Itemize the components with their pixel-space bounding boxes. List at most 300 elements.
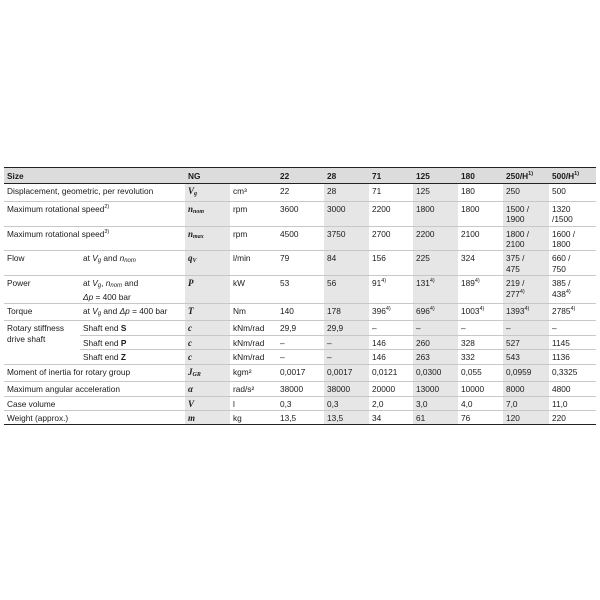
symbol: V	[188, 398, 195, 409]
disp-value	[413, 184, 458, 201]
flow-condition	[80, 251, 185, 276]
cond-text: = 400 bar	[93, 291, 131, 302]
value: 0,3325	[552, 366, 578, 377]
value: 38000	[327, 384, 351, 395]
maxmax-value	[324, 226, 369, 251]
power-row	[4, 276, 596, 304]
value: 131	[416, 278, 430, 289]
cond-text: Shaft end	[83, 337, 121, 348]
value: 28	[327, 186, 337, 197]
header-size-2	[369, 168, 413, 184]
power-symbol	[185, 276, 230, 304]
inertia-value	[277, 364, 324, 381]
flow-value	[549, 251, 596, 276]
weight-value	[413, 410, 458, 424]
stiffness-value	[549, 350, 596, 364]
symbol: q	[188, 253, 193, 264]
value: 29,9	[280, 323, 297, 334]
stiffness-value	[413, 335, 458, 349]
flow-value	[277, 251, 324, 276]
symbol: c	[188, 323, 193, 334]
value: 3750	[327, 228, 346, 239]
inertia-value	[324, 364, 369, 381]
value: 500	[552, 186, 566, 197]
value: –	[461, 323, 466, 334]
symbol: c	[188, 337, 193, 348]
value: 220	[552, 412, 566, 423]
value: 8000	[506, 384, 525, 395]
footnote-ref: 3)	[104, 228, 110, 235]
maxnom-value	[549, 201, 596, 226]
stiffness-value	[369, 350, 413, 364]
footnote-ref: 1)	[528, 171, 534, 177]
value: 1393	[506, 306, 525, 317]
value: –	[372, 323, 377, 334]
row-label: Case volume	[7, 398, 56, 409]
inertia-unit: kgm²	[230, 364, 277, 381]
stiffness-value	[549, 321, 596, 335]
stiffness-value	[458, 350, 503, 364]
value: –	[327, 352, 332, 363]
torque-symbol	[185, 304, 230, 321]
stiffness-label	[4, 321, 80, 364]
flow-value	[369, 251, 413, 276]
value: 1145	[552, 337, 570, 348]
value: 91	[372, 278, 382, 289]
cond-text: at	[83, 306, 93, 317]
header-size-label: 71	[372, 171, 382, 181]
symbol: n	[188, 203, 194, 214]
value: 385 /	[552, 278, 571, 289]
weight-label	[4, 410, 185, 424]
value: 1800	[461, 203, 480, 214]
table-body	[4, 168, 596, 425]
maxmax-value	[458, 226, 503, 251]
cond-text: at	[83, 278, 93, 289]
flow-value	[413, 251, 458, 276]
value: 543	[506, 352, 520, 363]
maxnom-label	[4, 201, 185, 226]
cond-symbol: Δp	[83, 291, 94, 302]
value: 0,0300	[416, 366, 442, 377]
disp-label	[4, 184, 185, 201]
value: 146	[372, 352, 386, 363]
value: 660 /	[552, 253, 571, 264]
row-label: drive shaft	[7, 333, 46, 344]
value-line2: /1500	[552, 214, 573, 225]
stiffness-symbol	[185, 350, 230, 364]
value: 0,3	[280, 398, 292, 409]
value: 20000	[372, 384, 396, 395]
power-condition	[80, 276, 185, 304]
weight-symbol	[185, 410, 230, 424]
value: 79	[280, 253, 290, 264]
accel-value	[458, 382, 503, 396]
inertia-value	[503, 364, 549, 381]
cond-text: ,	[101, 278, 106, 289]
symbol: c	[188, 352, 193, 363]
value: 13,5	[327, 412, 344, 423]
disp-value	[324, 184, 369, 201]
value: 260	[416, 337, 430, 348]
flow-row	[4, 251, 596, 276]
value: 4,0	[461, 398, 473, 409]
symbol-subscript: GR	[192, 371, 201, 378]
value: 2200	[416, 228, 435, 239]
cond-text: at	[83, 253, 93, 264]
symbol-subscript: nom	[193, 208, 205, 215]
value: 0,0121	[372, 366, 398, 377]
accel-symbol	[185, 382, 230, 396]
shaft-code: S	[120, 323, 127, 334]
cond-text: = 400 bar	[129, 306, 168, 317]
header-size-label: 28	[327, 171, 337, 181]
stiffness-value	[369, 335, 413, 349]
stiffness-value	[413, 350, 458, 364]
value: 527	[506, 337, 520, 348]
value: 0,055	[461, 366, 482, 377]
value: 34	[372, 412, 382, 423]
value: 7,0	[506, 398, 518, 409]
cond-symbol: Δp	[119, 306, 130, 317]
value: 3600	[280, 203, 299, 214]
header-row	[4, 168, 596, 184]
case-row	[4, 396, 596, 410]
header-size-5	[503, 168, 549, 184]
stiffness-value	[324, 335, 369, 349]
case-label	[4, 396, 185, 410]
value: 2100	[461, 228, 480, 239]
flow-unit: l/min	[230, 251, 277, 276]
power-unit: kW	[230, 276, 277, 304]
cond-text: and	[101, 253, 120, 264]
case-value	[503, 396, 549, 410]
stiffness-value	[277, 335, 324, 349]
value: –	[280, 352, 285, 363]
disp-value	[503, 184, 549, 201]
value: 13000	[416, 384, 440, 395]
cond-symbol: n	[105, 278, 111, 289]
power-value	[549, 276, 596, 304]
symbol: n	[188, 228, 194, 239]
symbol: J	[188, 366, 193, 377]
footnote-ref: 4)	[385, 306, 391, 313]
maxnom-unit: rpm	[230, 201, 277, 226]
stiffness-value	[458, 321, 503, 335]
specification-table	[4, 167, 596, 425]
weight-value	[324, 410, 369, 424]
header-size-6	[549, 168, 596, 184]
inertia-symbol	[185, 364, 230, 381]
maxnom-value	[458, 201, 503, 226]
symbol: V	[188, 186, 195, 197]
row-label: Maximum rotational speed	[7, 228, 105, 239]
value: 0,3	[327, 398, 339, 409]
inertia-value	[413, 364, 458, 381]
cond-text: Shaft end	[83, 352, 121, 363]
maxnom-value	[369, 201, 413, 226]
weight-row	[4, 410, 596, 424]
value: 0,0959	[506, 366, 532, 377]
cond-symbol: V	[92, 253, 98, 264]
torque-value	[277, 304, 324, 321]
value: 22	[280, 186, 290, 197]
symbol: T	[188, 306, 194, 317]
case-value	[277, 396, 324, 410]
value: 3000	[327, 203, 346, 214]
torque-row	[4, 304, 596, 321]
value: 76	[461, 412, 471, 423]
inertia-label	[4, 364, 185, 381]
maxmax-value	[503, 226, 549, 251]
value: 140	[280, 306, 294, 317]
value-line2: 1900	[506, 214, 525, 225]
stiffness-symbol	[185, 321, 230, 335]
power-value	[277, 276, 324, 304]
shaft-end-label	[80, 335, 185, 349]
maxmax-row	[4, 226, 596, 251]
value-line2: 2100	[506, 239, 525, 250]
value: 3,0	[416, 398, 428, 409]
header-size-0	[277, 168, 324, 184]
footnote-ref: 4)	[479, 306, 485, 313]
maxmax-value	[413, 226, 458, 251]
case-value	[324, 396, 369, 410]
value: –	[327, 337, 332, 348]
footnote-ref: 4)	[524, 306, 530, 313]
maxnom-value	[503, 201, 549, 226]
value-line2: 750	[552, 263, 566, 274]
maxmax-unit: rpm	[230, 226, 277, 251]
stiffness-value	[549, 335, 596, 349]
value: 328	[461, 337, 475, 348]
stiffness-unit: kNm/rad	[230, 321, 277, 335]
cond-sub: g	[97, 311, 102, 318]
torque-unit: Nm	[230, 304, 277, 321]
disp-value	[458, 184, 503, 201]
inertia-value	[549, 364, 596, 381]
disp-value	[277, 184, 324, 201]
value: –	[552, 323, 557, 334]
value: 71	[372, 186, 382, 197]
value: 56	[327, 278, 337, 289]
header-size: Size	[4, 168, 185, 184]
accel-value	[549, 382, 596, 396]
value: 1800	[416, 203, 435, 214]
disp-value	[549, 184, 596, 201]
weight-value	[369, 410, 413, 424]
header-unit	[230, 168, 277, 184]
stiffness-unit: kNm/rad	[230, 350, 277, 364]
maxmax-symbol	[185, 226, 230, 251]
accel-value	[369, 382, 413, 396]
maxnom-value	[277, 201, 324, 226]
value: –	[280, 337, 285, 348]
value: 250	[506, 186, 520, 197]
value: 53	[280, 278, 290, 289]
weight-unit: kg	[230, 410, 277, 424]
footnote-ref: 2)	[104, 203, 110, 210]
inertia-value	[369, 364, 413, 381]
header-size-label: 500/H	[552, 171, 575, 181]
value: –	[506, 323, 511, 334]
flow-value	[324, 251, 369, 276]
row-label: Displacement, geometric, per revolution	[7, 186, 154, 197]
maxmax-value	[369, 226, 413, 251]
value: 1600 /	[552, 228, 576, 239]
value: 1320	[552, 203, 571, 214]
cond-sub: g	[97, 258, 102, 265]
stiffness-row-s	[4, 321, 596, 335]
stiffness-value	[413, 321, 458, 335]
value: 61	[416, 412, 426, 423]
footnote-ref: 4)	[429, 278, 435, 285]
stiffness-value	[277, 350, 324, 364]
inertia-row	[4, 364, 596, 381]
value: 1500 /	[506, 203, 530, 214]
stiffness-value	[503, 350, 549, 364]
torque-value	[413, 304, 458, 321]
stiffness-value	[503, 335, 549, 349]
disp-symbol	[185, 184, 230, 201]
shaft-end-label	[80, 321, 185, 335]
maxnom-value	[413, 201, 458, 226]
header-size-label: 250/H	[506, 171, 529, 181]
accel-value	[324, 382, 369, 396]
accel-value	[277, 382, 324, 396]
flow-value	[503, 251, 549, 276]
torque-value	[369, 304, 413, 321]
value: 4800	[552, 384, 571, 395]
flow-symbol	[185, 251, 230, 276]
value-line2: 1800	[552, 239, 571, 250]
torque-value	[549, 304, 596, 321]
cond-symbol: n	[119, 253, 125, 264]
power-value	[458, 276, 503, 304]
value: 146	[372, 337, 386, 348]
torque-label: Torque	[4, 304, 80, 321]
cond-text: and	[122, 278, 139, 289]
torque-condition	[80, 304, 185, 321]
weight-value	[458, 410, 503, 424]
case-value	[413, 396, 458, 410]
power-value	[324, 276, 369, 304]
accel-value	[413, 382, 458, 396]
symbol: α	[188, 384, 193, 395]
symbol-subscript: V	[192, 258, 197, 265]
flow-value	[458, 251, 503, 276]
value: 263	[416, 352, 430, 363]
stiffness-row-z	[4, 350, 596, 364]
accel-value	[503, 382, 549, 396]
power-value	[503, 276, 549, 304]
power-label: Power	[4, 276, 80, 304]
symbol-subscript: g	[194, 191, 198, 198]
value: 396	[372, 306, 386, 317]
accel-row	[4, 382, 596, 396]
header-size-label: 125	[416, 171, 430, 181]
case-unit: l	[230, 396, 277, 410]
row-label: Moment of inertia for rotary group	[7, 366, 131, 377]
value: 332	[461, 352, 475, 363]
torque-value	[503, 304, 549, 321]
header-size-4	[458, 168, 503, 184]
value: 375 /	[506, 253, 525, 264]
value: 2,0	[372, 398, 384, 409]
value: 156	[372, 253, 386, 264]
value: 4500	[280, 228, 299, 239]
stiffness-value	[277, 321, 324, 335]
value: –	[416, 323, 421, 334]
weight-value	[503, 410, 549, 424]
case-symbol	[185, 396, 230, 410]
shaft-code: P	[120, 337, 127, 348]
value: 225	[416, 253, 430, 264]
value-line2: 475	[506, 263, 520, 274]
value-line2: 438	[552, 288, 566, 299]
value: 13,5	[280, 412, 297, 423]
value-line2: 277	[506, 288, 520, 299]
cond-symbol: V	[92, 278, 98, 289]
row-label: Rotary stiffness	[7, 323, 65, 334]
value: 1136	[552, 352, 570, 363]
row-label: Maximum rotational speed	[7, 203, 105, 214]
symbol: m	[188, 412, 196, 423]
value: 38000	[280, 384, 304, 395]
maxmax-label	[4, 226, 185, 251]
accel-unit: rad/s²	[230, 382, 277, 396]
value: 178	[327, 306, 341, 317]
stiffness-value	[324, 350, 369, 364]
case-value	[458, 396, 503, 410]
stiffness-value	[503, 321, 549, 335]
maxnom-value	[324, 201, 369, 226]
value: 120	[506, 412, 520, 423]
maxnom-symbol	[185, 201, 230, 226]
footnote-ref: 4)	[474, 278, 480, 285]
cond-sub: nom	[124, 258, 136, 265]
value: 1800 /	[506, 228, 530, 239]
value: 11,0	[552, 398, 568, 409]
power-value	[369, 276, 413, 304]
maxmax-value	[549, 226, 596, 251]
value: 2785	[552, 306, 571, 317]
value: 324	[461, 253, 475, 264]
value: 10000	[461, 384, 485, 395]
footnote-ref: 4)	[565, 288, 571, 295]
value: 0,0017	[327, 366, 353, 377]
value: 696	[416, 306, 430, 317]
footnote-ref: 4)	[570, 306, 576, 313]
symbol: P	[188, 278, 194, 289]
header-ng: NG	[185, 168, 230, 184]
value: 125	[416, 186, 430, 197]
symbol-subscript: max	[193, 233, 204, 240]
case-value	[369, 396, 413, 410]
case-value	[549, 396, 596, 410]
value: 189	[461, 278, 475, 289]
cond-text: Shaft end	[83, 323, 121, 334]
weight-value	[549, 410, 596, 424]
weight-value	[277, 410, 324, 424]
footnote-ref: 1)	[574, 171, 580, 177]
inertia-value	[458, 364, 503, 381]
value: 1003	[461, 306, 480, 317]
stiffness-unit: kNm/rad	[230, 335, 277, 349]
stiffness-value	[458, 335, 503, 349]
stiffness-row-p	[4, 335, 596, 349]
header-size-1	[324, 168, 369, 184]
